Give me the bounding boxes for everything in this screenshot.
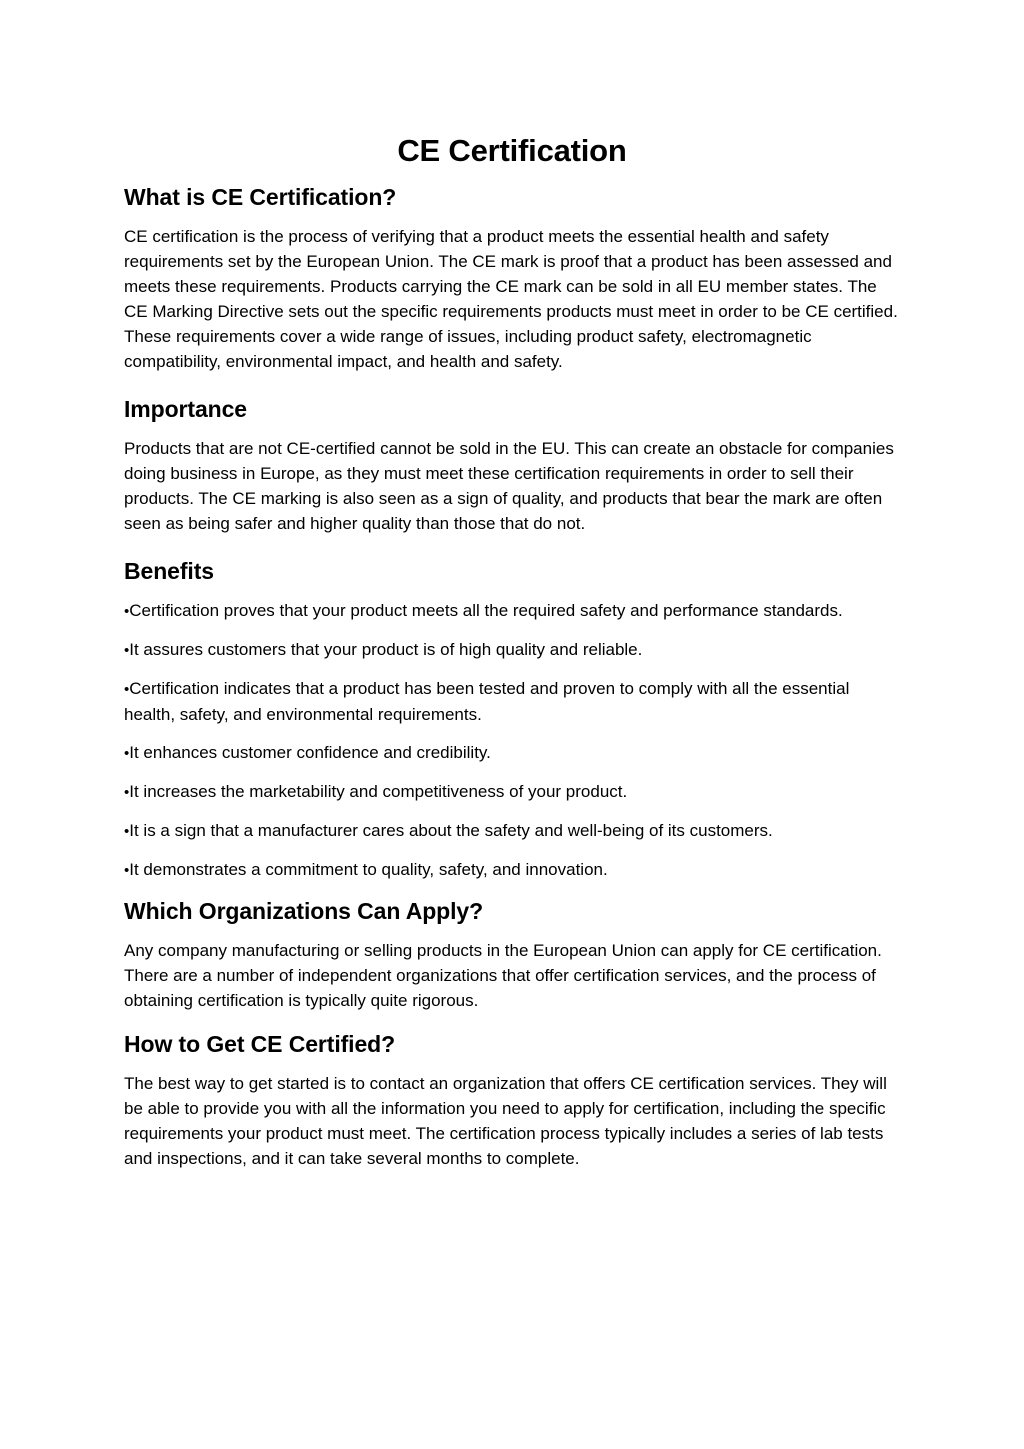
benefit-text: It demonstrates a commitment to quality, safety, and innovation. — [129, 860, 608, 879]
bullet-icon: • — [124, 745, 130, 762]
bullet-icon: • — [124, 642, 130, 659]
benefits-list — [124, 598, 900, 883]
bullet-icon: • — [124, 603, 130, 620]
section-body-importance: Products that are not CE-certified cannot be sold in the EU. This can create an obstacle for companies doing business in Europe, as they must meet these certification requirements in order to sell their products. The CE marking is also seen as a sign of quality, and products that bear the mark are often seen as being safer and higher quality than those that do not. — [124, 439, 894, 533]
bullet-icon: • — [124, 823, 130, 840]
benefit-item — [124, 779, 900, 805]
benefit-item — [124, 676, 900, 727]
section-body-which-organizations: Any company manufacturing or selling products in the European Union can apply for CE certification. There are a number of independent organizations that offer certification services, and the process of obtaining certification is typically quite rigorous. — [124, 941, 882, 1010]
benefit-text: Certification indicates that a product has been tested and proven to comply with all the essential health, safety, and environmental requirements. — [124, 679, 850, 724]
benefit-item — [124, 637, 900, 663]
bullet-icon: • — [124, 784, 130, 801]
section-heading-which-organizations: Which Organizations Can Apply? — [124, 898, 484, 924]
section-heading-what-is-ce: What is CE Certification? — [124, 184, 397, 210]
benefit-item — [124, 857, 900, 883]
document-title: CE Certification — [397, 133, 627, 168]
bullet-icon: • — [124, 681, 130, 698]
benefit-text: It is a sign that a manufacturer cares about the safety and well-being of its customers. — [129, 821, 773, 840]
benefit-text: It assures customers that your product is of high quality and reliable. — [129, 640, 643, 659]
benefit-text: It increases the marketability and competitiveness of your product. — [129, 782, 628, 801]
benefit-item — [124, 740, 900, 766]
benefit-item — [124, 818, 900, 844]
section-heading-importance: Importance — [124, 396, 247, 422]
benefit-text: It enhances customer confidence and credibility. — [129, 743, 491, 762]
benefit-text: Certification proves that your product meets all the required safety and performance standards. — [129, 601, 843, 620]
section-heading-benefits: Benefits — [124, 558, 214, 584]
section-heading-how-to-get-certified: How to Get CE Certified? — [124, 1031, 396, 1057]
section-body-how-to-get-certified: The best way to get started is to contact an organization that offers CE certification services. They will be able to provide you with all the information you need to apply for certification, including the specific requirements your product must meet. The certification process typically includes a series of lab tests and inspections, and it can take several months to complete. — [124, 1074, 887, 1168]
benefit-item — [124, 598, 900, 624]
bullet-icon: • — [124, 862, 130, 879]
section-body-what-is-ce: CE certification is the process of verifying that a product meets the essential health and safety requirements set by the European Union. The CE mark is proof that a product has been assessed and meets these requirements. Products carrying the CE mark can be sold in all EU member states. The CE Marking Directive sets out the specific requirements products must meet in order to be CE certified. These requirements cover a wide range of issues, including product safety, electromagnetic compatibility, environmental impact, and health and safety. — [124, 227, 898, 371]
